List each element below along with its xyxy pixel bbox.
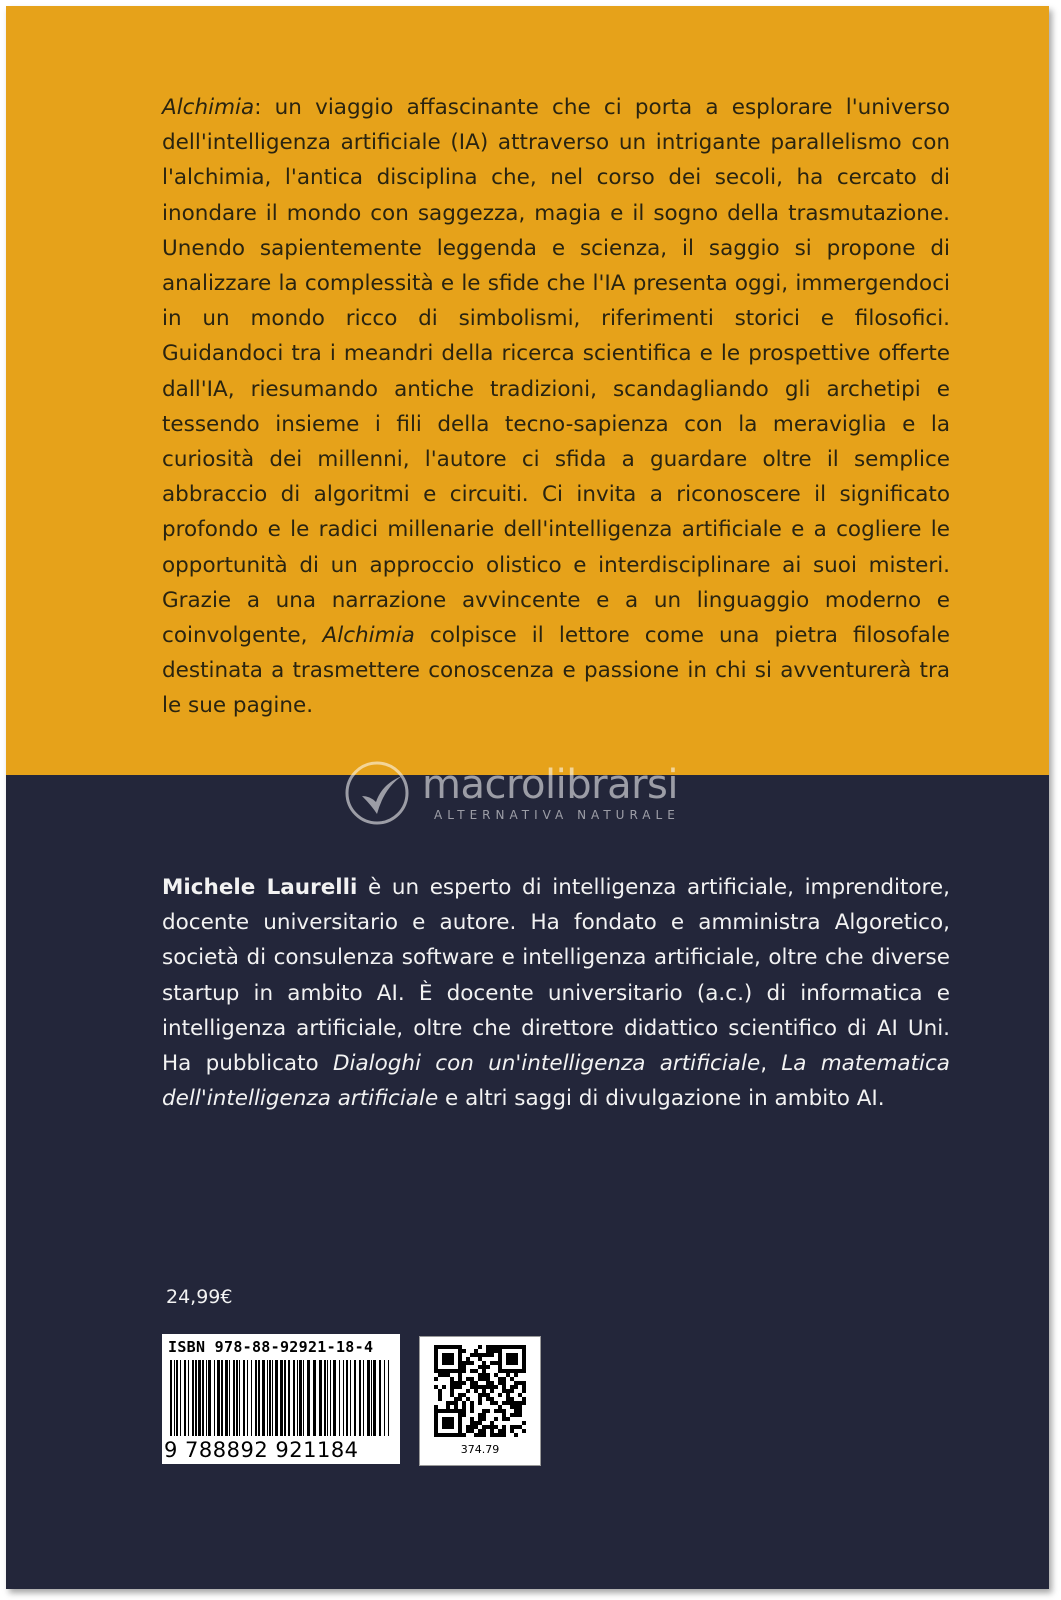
qr-module xyxy=(490,1421,494,1425)
qr-module xyxy=(494,1433,498,1437)
qr-finder-pattern xyxy=(442,1417,454,1429)
barcode-bar xyxy=(363,1360,364,1436)
qr-module xyxy=(470,1429,474,1433)
qr-module xyxy=(522,1421,526,1425)
qr-module xyxy=(462,1401,466,1405)
qr-module xyxy=(494,1425,498,1429)
qr-module xyxy=(482,1409,486,1413)
watermark xyxy=(342,758,742,828)
qr-module xyxy=(470,1401,474,1405)
barcode-bar xyxy=(206,1360,207,1436)
qr-module xyxy=(454,1405,458,1409)
qr-module xyxy=(482,1365,486,1369)
qr-code-icon xyxy=(434,1345,526,1437)
qr-module xyxy=(474,1369,478,1373)
watermark-tagline: ALTERNATIVA NATURALE xyxy=(434,808,680,822)
qr-module xyxy=(502,1401,506,1405)
qr-module xyxy=(478,1353,482,1357)
qr-module xyxy=(514,1373,518,1377)
qr-module xyxy=(470,1361,474,1365)
qr-module xyxy=(498,1377,502,1381)
qr-module xyxy=(478,1417,482,1421)
ean-digits: 9 788892 921184 xyxy=(164,1438,359,1462)
qr-module xyxy=(446,1401,450,1405)
barcode-bar xyxy=(303,1360,304,1436)
qr-module xyxy=(466,1429,470,1433)
qr-module xyxy=(486,1373,490,1377)
qr-module xyxy=(518,1425,522,1429)
qr-module xyxy=(522,1381,526,1385)
qr-module xyxy=(502,1385,506,1389)
qr-module xyxy=(490,1397,494,1401)
qr-module xyxy=(510,1413,514,1417)
barcode-bar xyxy=(192,1360,194,1436)
qr-module xyxy=(518,1393,522,1397)
watermark-name: macrolibrarsi xyxy=(422,762,678,808)
qr-module xyxy=(498,1433,502,1437)
qr-module xyxy=(478,1421,482,1425)
qr-module xyxy=(450,1385,454,1389)
qr-module xyxy=(470,1369,474,1373)
barcode-bar xyxy=(258,1360,260,1436)
qr-module xyxy=(478,1433,482,1437)
qr-module xyxy=(522,1397,526,1401)
qr-module xyxy=(506,1401,510,1405)
qr-module xyxy=(462,1381,466,1385)
qr-module xyxy=(442,1385,446,1389)
barcode-bar xyxy=(272,1360,273,1436)
qr-module xyxy=(482,1361,486,1365)
qr-module xyxy=(506,1373,510,1377)
barcode-bar xyxy=(280,1360,283,1436)
qr-code-number: 374.79 xyxy=(460,1443,500,1456)
qr-module xyxy=(470,1409,474,1413)
qr-module xyxy=(486,1393,490,1397)
barcode-bar xyxy=(367,1360,370,1436)
qr-module xyxy=(506,1389,510,1393)
qr-module xyxy=(502,1429,506,1433)
qr-module xyxy=(498,1429,502,1433)
qr-module xyxy=(490,1433,494,1437)
barcode-bar xyxy=(324,1360,326,1436)
qr-module xyxy=(486,1345,490,1349)
qr-module xyxy=(434,1377,438,1381)
qr-module xyxy=(482,1433,486,1437)
qr-module xyxy=(478,1413,482,1417)
qr-module xyxy=(510,1385,514,1389)
qr-module xyxy=(466,1425,470,1429)
qr-module xyxy=(494,1345,498,1349)
bio-book-2: La matematica dell'intelligenza artificiale xyxy=(162,1051,950,1112)
qr-module xyxy=(474,1353,478,1357)
barcode-bar xyxy=(267,1360,268,1436)
qr-module xyxy=(502,1417,506,1421)
barcode-bar xyxy=(284,1360,286,1436)
barcode-bar xyxy=(293,1360,295,1436)
qr-module xyxy=(490,1401,494,1405)
qr-module xyxy=(486,1381,490,1385)
barcode-bar xyxy=(269,1360,271,1436)
qr-module xyxy=(466,1357,470,1361)
qr-module xyxy=(490,1429,494,1433)
author-name: Michele Laurelli xyxy=(162,875,358,900)
qr-module xyxy=(494,1373,498,1377)
qr-module xyxy=(478,1357,482,1361)
qr-module xyxy=(514,1425,518,1429)
qr-module xyxy=(474,1425,478,1429)
barcode-bars xyxy=(166,1360,396,1438)
qr-module xyxy=(514,1409,518,1413)
qr-module xyxy=(458,1393,462,1397)
qr-module xyxy=(434,1405,438,1409)
qr-module xyxy=(502,1409,506,1413)
qr-module xyxy=(514,1433,518,1437)
qr-module xyxy=(478,1393,482,1397)
qr-module xyxy=(506,1397,510,1401)
barcode-bar xyxy=(214,1360,215,1436)
qr-module xyxy=(490,1361,494,1365)
barcode-bar xyxy=(288,1360,290,1436)
barcode-bar xyxy=(202,1360,204,1436)
qr-module xyxy=(466,1389,470,1393)
qr-module xyxy=(458,1373,462,1377)
qr-module xyxy=(462,1365,466,1369)
qr-module xyxy=(482,1413,486,1417)
barcode-bar xyxy=(373,1360,376,1436)
qr-module xyxy=(446,1405,450,1409)
qr-module xyxy=(454,1401,458,1405)
synopsis-title-italic: Alchimia xyxy=(162,95,255,120)
synopsis-part-1: : un viaggio affascinante che ci porta a esplorare l'universo dell'intelligenza artificiale (IA) attraverso un intrigante parallelismo con l'alchimia, l'antica disciplina che, nel corso dei secoli, ha cercato di inondare il mondo con saggezza, magia e il sogno della trasmutazione. Unendo sapientemente leggenda e scienza, il saggio si propone di analizzare la complessità e le sfide che l'IA presenta oggi, immergendoci in un mondo ricco di simbolismi, riferimenti storici e filosofici. Guidandoci tra i meandri della ricerca scientifica e le prospettive offerte dall'IA, riesumando antiche tradizioni, scandagliando gli archetipi e tessendo insieme i fili della tecno-sapienza con la meraviglia e la curiosità dei millenni, l'autore ci sfida a guardare oltre il semplice abbraccio di algoritmi e circuiti. Ci invita a riconoscere il significato profondo e le radici millenarie dell'intelligenza artificiale e a cogliere le opportunità di un approccio olistico e interdisciplinare ai suoi misteri. Grazie a una narrazione avvincente e a un linguaggio moderno e coinvolgente, xyxy=(162,95,950,649)
book-back-cover xyxy=(6,6,1049,1589)
qr-module xyxy=(518,1409,522,1413)
qr-module xyxy=(482,1373,486,1377)
qr-module xyxy=(462,1361,466,1365)
barcode-bar xyxy=(359,1360,361,1436)
qr-module xyxy=(502,1433,506,1437)
qr-module xyxy=(522,1429,526,1433)
qr-module xyxy=(486,1365,490,1369)
qr-module xyxy=(502,1381,506,1385)
qr-module xyxy=(490,1385,494,1389)
qr-module xyxy=(478,1401,482,1405)
qr-module xyxy=(514,1413,518,1417)
qr-module xyxy=(498,1405,502,1409)
barcode-bar xyxy=(221,1360,223,1436)
qr-module xyxy=(466,1361,470,1365)
qr-module xyxy=(470,1405,474,1409)
synopsis-part-2: colpisce il lettore come una pietra filosofale destinata a trasmettere conoscenza e passione in chi si avventurerà tra le sue pagine. xyxy=(162,623,950,719)
barcode-bar xyxy=(174,1360,175,1436)
qr-module xyxy=(470,1377,474,1381)
qr-module xyxy=(470,1353,474,1357)
qr-module xyxy=(518,1405,522,1409)
qr-module xyxy=(450,1389,454,1393)
qr-module xyxy=(502,1377,506,1381)
qr-module xyxy=(494,1401,498,1405)
qr-module xyxy=(482,1353,486,1357)
qr-module xyxy=(514,1405,518,1409)
qr-module xyxy=(486,1409,490,1413)
barcode-bar xyxy=(225,1360,228,1436)
qr-module xyxy=(478,1397,482,1401)
qr-code-box xyxy=(419,1336,541,1466)
qr-finder-pattern xyxy=(442,1353,454,1365)
qr-module xyxy=(458,1381,462,1385)
qr-module xyxy=(450,1381,454,1385)
barcode-bar xyxy=(319,1360,322,1436)
qr-module xyxy=(514,1385,518,1389)
qr-module xyxy=(462,1409,466,1413)
barcode-bar xyxy=(255,1360,257,1436)
barcode-bar xyxy=(236,1360,238,1436)
qr-module xyxy=(522,1385,526,1389)
qr-module xyxy=(462,1349,466,1353)
qr-module xyxy=(510,1429,514,1433)
qr-module xyxy=(510,1377,514,1381)
qr-module xyxy=(486,1385,490,1389)
leaf-logo-icon xyxy=(342,758,412,828)
qr-module xyxy=(486,1397,490,1401)
qr-module xyxy=(454,1385,458,1389)
qr-module xyxy=(438,1389,442,1393)
qr-module xyxy=(506,1393,510,1397)
barcode-bar xyxy=(388,1360,389,1436)
barcode-bar xyxy=(229,1360,230,1436)
barcode-bar xyxy=(188,1360,189,1436)
qr-module xyxy=(474,1385,478,1389)
qr-module xyxy=(450,1393,454,1397)
qr-module xyxy=(490,1349,494,1353)
qr-module xyxy=(478,1429,482,1433)
synopsis-text xyxy=(162,90,950,724)
barcode-bar xyxy=(208,1360,211,1436)
barcode-bar xyxy=(195,1360,197,1436)
qr-module xyxy=(518,1401,522,1405)
barcode-bar xyxy=(198,1360,201,1436)
qr-module xyxy=(494,1361,498,1365)
barcode-bar xyxy=(180,1360,181,1436)
qr-module xyxy=(474,1421,478,1425)
qr-module xyxy=(478,1373,482,1377)
qr-module xyxy=(494,1417,498,1421)
qr-module xyxy=(478,1377,482,1381)
qr-module xyxy=(450,1401,454,1405)
qr-module xyxy=(482,1389,486,1393)
barcode-bar xyxy=(343,1360,344,1436)
barcode-bar xyxy=(384,1360,385,1436)
qr-module xyxy=(486,1349,490,1353)
qr-module xyxy=(458,1397,462,1401)
qr-module xyxy=(510,1405,514,1409)
barcode xyxy=(162,1334,400,1464)
qr-module xyxy=(494,1349,498,1353)
barcode-bar xyxy=(333,1360,336,1436)
qr-module xyxy=(518,1381,522,1385)
qr-module xyxy=(462,1393,466,1397)
barcode-bar xyxy=(339,1360,340,1436)
qr-module xyxy=(518,1413,522,1417)
qr-module xyxy=(474,1433,478,1437)
qr-module xyxy=(482,1417,486,1421)
qr-module xyxy=(502,1413,506,1417)
qr-module xyxy=(482,1393,486,1397)
barcode-bar xyxy=(275,1360,278,1436)
qr-module xyxy=(474,1389,478,1393)
qr-module xyxy=(474,1349,478,1353)
qr-module xyxy=(514,1381,518,1385)
qr-module xyxy=(462,1413,466,1417)
qr-module xyxy=(482,1377,486,1381)
qr-module xyxy=(522,1389,526,1393)
qr-module xyxy=(454,1397,458,1401)
qr-module xyxy=(438,1393,442,1397)
qr-module xyxy=(498,1409,502,1413)
qr-module xyxy=(478,1345,482,1349)
barcode-bar xyxy=(239,1360,240,1436)
qr-module xyxy=(470,1421,474,1425)
qr-module xyxy=(482,1429,486,1433)
barcode-bar xyxy=(170,1360,172,1436)
qr-module xyxy=(458,1385,462,1389)
qr-module xyxy=(454,1381,458,1385)
barcode-bar xyxy=(262,1360,265,1436)
qr-module xyxy=(482,1369,486,1373)
qr-module xyxy=(522,1401,526,1405)
qr-module xyxy=(470,1385,474,1389)
qr-module xyxy=(478,1365,482,1369)
qr-module xyxy=(466,1377,470,1381)
qr-module xyxy=(462,1405,466,1409)
qr-module xyxy=(514,1401,518,1405)
qr-module xyxy=(510,1389,514,1393)
barcode-bar xyxy=(371,1360,372,1436)
qr-module xyxy=(478,1385,482,1389)
synopsis-panel xyxy=(6,6,1049,775)
barcode-bar xyxy=(354,1360,356,1436)
qr-module xyxy=(490,1353,494,1357)
barcode-bar xyxy=(243,1360,245,1436)
barcode-bar xyxy=(350,1360,351,1436)
qr-module xyxy=(498,1381,502,1385)
qr-module xyxy=(502,1389,506,1393)
qr-module xyxy=(486,1425,490,1429)
barcode-bar xyxy=(233,1360,235,1436)
qr-module xyxy=(490,1381,494,1385)
barcode-bar xyxy=(346,1360,348,1436)
qr-module xyxy=(450,1377,454,1381)
barcode-bar xyxy=(247,1360,248,1436)
qr-module xyxy=(506,1417,510,1421)
qr-module xyxy=(470,1425,474,1429)
qr-module xyxy=(438,1373,442,1377)
qr-module xyxy=(434,1385,438,1389)
qr-module xyxy=(486,1353,490,1357)
barcode-bar xyxy=(299,1360,302,1436)
qr-module xyxy=(482,1425,486,1429)
barcode-bar xyxy=(217,1360,220,1436)
barcode-bar xyxy=(297,1360,298,1436)
barcode-bar xyxy=(327,1360,328,1436)
qr-module xyxy=(442,1373,446,1377)
bio-part-2: e altri saggi di divulgazione in ambito AI. xyxy=(438,1086,885,1112)
qr-module xyxy=(438,1397,442,1401)
bio-part-1: è un esperto di intelligenza artificiale, imprenditore, docente universitario e autore. Ha fondato e amministra Algoretico, società di consulenza software e intelligenza artificiale, oltre che diverse startup in ambito AI. È docente universitario (a.c.) di informatica e intelligenza artificiale, oltre che direttore didattico scientifico di AI Uni. Ha pubblicato xyxy=(162,875,950,1077)
synopsis-title-italic-2: Alchimia xyxy=(322,623,415,649)
qr-module xyxy=(510,1397,514,1401)
qr-module xyxy=(462,1369,466,1373)
qr-module xyxy=(446,1373,450,1377)
barcode-bar xyxy=(379,1360,381,1436)
qr-module xyxy=(510,1425,514,1429)
qr-module xyxy=(502,1425,506,1429)
qr-module xyxy=(462,1433,466,1437)
qr-module xyxy=(466,1397,470,1401)
qr-module xyxy=(470,1417,474,1421)
qr-module xyxy=(494,1409,498,1413)
barcode-bar xyxy=(176,1360,178,1436)
qr-module xyxy=(490,1345,494,1349)
barcode-bar xyxy=(251,1360,252,1436)
bio-separator: , xyxy=(760,1051,782,1077)
qr-module xyxy=(498,1393,502,1397)
price: 24,99€ xyxy=(166,1286,233,1308)
barcode-bar xyxy=(184,1360,186,1436)
qr-finder-pattern xyxy=(506,1353,518,1365)
qr-module xyxy=(490,1389,494,1393)
qr-module xyxy=(494,1385,498,1389)
qr-module xyxy=(474,1381,478,1385)
qr-module xyxy=(510,1401,514,1405)
qr-module xyxy=(458,1377,462,1381)
author-bio xyxy=(162,870,950,1116)
qr-module xyxy=(490,1425,494,1429)
bio-book-1: Dialoghi con un'intelligenza artificiale xyxy=(332,1051,761,1077)
barcode-bar xyxy=(313,1360,316,1436)
qr-module xyxy=(470,1381,474,1385)
barcode-bar xyxy=(330,1360,331,1436)
qr-module xyxy=(482,1385,486,1389)
qr-module xyxy=(486,1377,490,1381)
isbn-label: ISBN 978-88-92921-18-4 xyxy=(168,1338,374,1356)
barcode-bar xyxy=(307,1360,310,1436)
